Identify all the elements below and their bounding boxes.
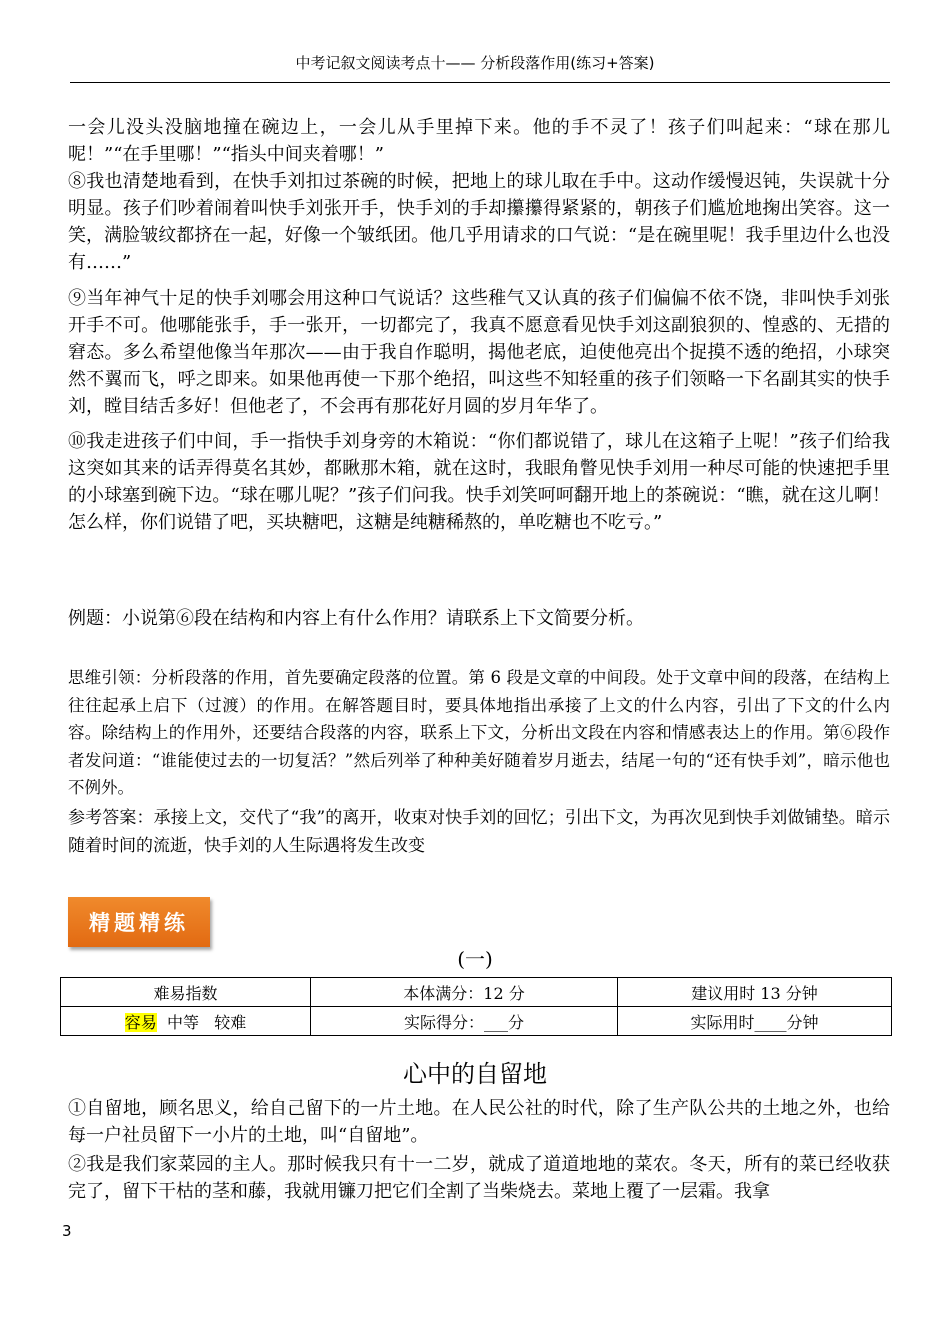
page-header: 中考记叙文阅读考点十—— 分析段落作用(练习+答案) [295, 54, 655, 72]
passage-paragraph-8: ⑧我也清楚地看到，在快手刘扣过茶碗的时候，把地上的球儿取在手中。这动作缓慢迟钝，失误就十分明显。孩子们吵着闹着叫快手刘张开手，快手刘的手却攥攥得紧紧的，朝孩子们尴尬地掬出笑容。这一笑，满脸皱纹都挤在一起，好像一个皱纸团。他几乎用请求的口气说：“是在碗里呢！我手里边什么也没有……” [68, 171, 890, 273]
passage-paragraph-10: ⑩我走进孩子们中间，手一指快手刘身旁的木箱说：“你们都说错了，球儿在这箱子上呢！”孩子们给我这突如其来的话弄得莫名其妙，都瞅那木箱，就在这时，我眼角瞥见快手刘用一种尽可能的快速把手里的小球塞到碗下边。“球在哪儿呢？”孩子们问我。快手刘笑呵呵翻开地上的茶碗说：“瞧，就在这儿啊！怎么样，你们说错了吧，买块糖吧，这糖是纯糖稀熬的，单吃糖也不吃亏。” [68, 431, 890, 533]
page-number: 3 [62, 1222, 72, 1240]
passage-paragraph-9: ⑨当年神气十足的快手刘哪会用这种口气说话？这些稚气又认真的孩子们偏偏不依不饶，非叫快手刘张开手不可。他哪能张手，手一张开，一切都完了，我真不愿意看见快手刘这副狼狈的、惶惑的、无措的窘态。多么希望他像当年那次——由于我自作聪明，揭他老底，迫使他亮出个捉摸不透的绝招，小球突然不翼而飞，呼之即来。如果他再使一下那个绝招，叫这些不知轻重的孩子们领略一下名副其实的快手刘，瞠目结舌多好！但他老了，不会再有那花好月圆的岁月年华了。 [68, 288, 890, 417]
article-title: 心中的自留地 [403, 1060, 547, 1088]
difficulty-option-easy: 容易 [124, 1012, 157, 1032]
section-badge: 精题精练 [68, 897, 210, 947]
suggested-time: 建议用时 13 分钟 [618, 978, 892, 1007]
actual-score: 实际得分：___分 [311, 1007, 618, 1036]
difficulty-option-hard: 较难 [214, 1012, 247, 1032]
example-question: 例题：小说第⑥段在结构和内容上有什么作用？请联系上下文简要分析。 [68, 608, 644, 629]
actual-time: 实际用时____分钟 [618, 1007, 892, 1036]
header-divider [70, 82, 890, 83]
full-score: 本体满分：12 分 [311, 978, 618, 1007]
difficulty-option-medium: 中等 [166, 1012, 199, 1032]
passage-paragraph-continued: 一会儿没头没脑地撞在碗边上，一会儿从手里掉下来。他的手不灵了！孩子们叫起来：“球在那儿呢！”“在手里哪！”“指头中间夹着哪！” [68, 117, 890, 165]
difficulty-label: 难易指数 [61, 978, 311, 1007]
info-table [60, 977, 892, 1036]
thinking-guidance: 思维引领：分析段落的作用，首先要确定段落的位置。第 6 段是文章的中间段。处于文章中间的段落，在结构上往往起承上启下（过渡）的作用。在解答题目时，要具体地指出承接了上文的什么内容，引出了下文的什么内容。除结构上的作用外，还要结合段落的内容，联系上下文，分析出文段在内容和情感表达上的作用。第⑥段作者发问道：“谁能使过去的一切复活？”然后列举了种种美好随着岁月逝去，结尾一句的“还有快手刘”，暗示他也不例外。 [68, 668, 890, 797]
reference-answer: 参考答案：承接上文，交代了“我”的离开，收束对快手刘的回忆；引出下文，为再次见到快手刘做铺垫。暗示随着时间的流逝，快手刘的人生际遇将发生改变 [68, 808, 890, 856]
article-paragraph-1: ①自留地，顾名思义，给自己留下的一片土地。在人民公社的时代，除了生产队公共的土地之外，也给每一户社员留下一小片的土地，叫“自留地”。 [68, 1098, 890, 1146]
exercise-number: (一) [457, 947, 493, 971]
article-paragraph-2: ②我是我们家菜园的主人。那时候我只有十一二岁，就成了道道地地的菜农。冬天，所有的菜已经收获完了，留下干枯的茎和藤，我就用镰刀把它们全割了当柴烧去。菜地上覆了一层霜。我拿 [68, 1154, 890, 1202]
difficulty-options [61, 1007, 311, 1036]
